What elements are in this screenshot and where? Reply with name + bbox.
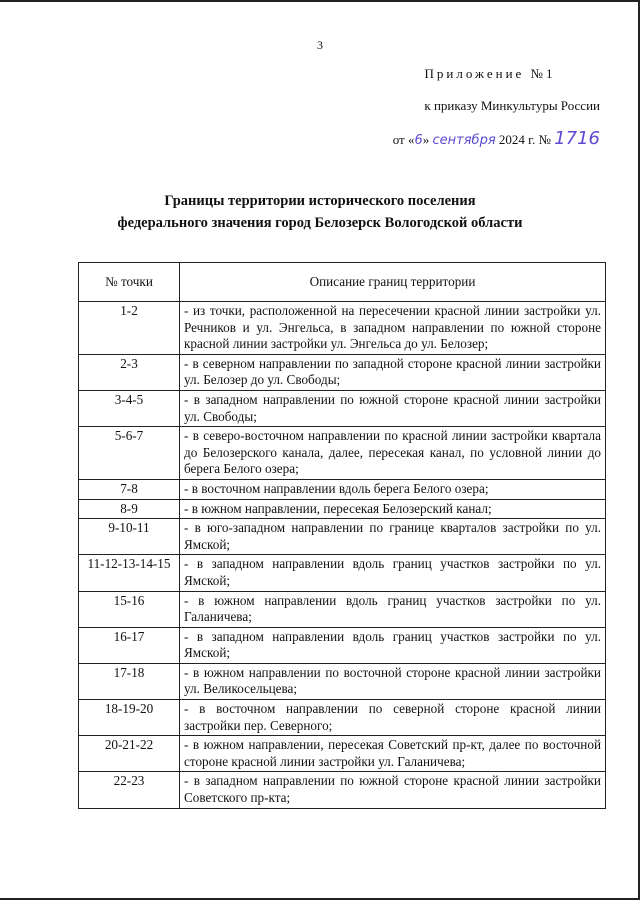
boundary-description-cell: - из точки, расположенной на пересечении красной линии застройки ул. Речников и ул. Энгельса, в западном направлении по южной стороне красной линии застройки ул. Энгельса до ул. Белозер; (180, 302, 606, 355)
document-title-line: Границы территории исторического поселения (164, 193, 476, 209)
table-row (79, 591, 606, 627)
table-row (79, 663, 606, 699)
point-number-cell: 9-10-11 (79, 519, 180, 555)
boundary-description-cell: - в южном направлении по восточной стороне красной линии застройки ул. Великосельцева; (180, 663, 606, 699)
boundary-table (78, 262, 606, 809)
point-number-cell: 22-23 (79, 772, 180, 808)
table-row (79, 627, 606, 663)
point-number-cell: 16-17 (79, 627, 180, 663)
date-mid: » (422, 132, 430, 147)
number-label: № (538, 132, 551, 147)
table-row (79, 499, 606, 519)
point-number-cell: 18-19-20 (79, 700, 180, 736)
header-description: Описание границ территории (180, 263, 606, 302)
handwritten-day: 6 (414, 133, 423, 148)
appendix-order-line: к приказу Минкультуры России (424, 98, 600, 113)
page-number: 3 (317, 38, 323, 52)
point-number-cell: 7-8 (79, 479, 180, 499)
boundary-description-cell: - в восточном направлении вдоль берега Белого озера; (180, 479, 606, 499)
boundary-description-cell: - в северо-восточном направлении по красной линии застройки квартала до Белозерского канала, далее, пересекая канал, по условной линии до берега Белого озера; (180, 427, 606, 480)
point-number-cell: 20-21-22 (79, 736, 180, 772)
point-number-cell: 17-18 (79, 663, 180, 699)
table-row (79, 390, 606, 426)
boundary-description-cell: - в южном направлении вдоль границ участков застройки по ул. Галаничева; (180, 591, 606, 627)
boundary-description-cell: - в западном направлении по южной стороне красной линии застройки ул. Свободы; (180, 390, 606, 426)
table-row (79, 302, 606, 355)
table-row (79, 519, 606, 555)
point-number-cell: 8-9 (79, 499, 180, 519)
table-row (79, 736, 606, 772)
boundary-description-cell: - в северном направлении по западной стороне красной линии застройки ул. Белозер до ул. Свободы; (180, 354, 606, 390)
boundary-description-cell: - в южном направлении, пересекая Советский пр-кт, далее по восточной стороне красной линии застройки ул. Галаничева; (180, 736, 606, 772)
table-row (79, 479, 606, 499)
table-row (79, 354, 606, 390)
scan-edge-top (0, 0, 640, 2)
document-title-line: федерального значения город Белозерск Вологодской области (117, 215, 523, 231)
point-number-cell: 1-2 (79, 302, 180, 355)
table-row (79, 427, 606, 480)
boundary-description-cell: - в западном направлении по южной стороне красной линии застройки Советского пр-кта; (180, 772, 606, 808)
table-row (79, 555, 606, 591)
appendix-block (380, 66, 600, 149)
handwritten-order-number: 1716 (554, 128, 600, 149)
header-point-number: № точки (79, 263, 180, 302)
date-year: 2024 г. (498, 132, 536, 147)
table-row (79, 700, 606, 736)
boundary-description-cell: - в западном направлении вдоль границ участков застройки по ул. Ямской; (180, 627, 606, 663)
table-header-row (79, 263, 606, 302)
table-row (79, 772, 606, 808)
table-body (79, 302, 606, 809)
appendix-date-line (380, 128, 600, 149)
boundary-description-cell: - в южном направлении, пересекая Белозерский канал; (180, 499, 606, 519)
point-number-cell: 5-6-7 (79, 427, 180, 480)
boundary-description-cell: - в восточном направлении по северной стороне красной линии застройки пер. Северного; (180, 700, 606, 736)
boundary-description-cell: - в западном направлении вдоль границ участков застройки по ул. Ямской; (180, 555, 606, 591)
point-number-cell: 15-16 (79, 591, 180, 627)
date-prefix: от « (392, 132, 415, 147)
document-title (0, 190, 640, 234)
point-number-cell: 11-12-13-14-15 (79, 555, 180, 591)
point-number-cell: 2-3 (79, 354, 180, 390)
handwritten-month: сентября (432, 133, 496, 148)
point-number-cell: 3-4-5 (79, 390, 180, 426)
appendix-title: Приложение №1 (424, 66, 556, 81)
boundary-description-cell: - в юго-западном направлении по границе кварталов застройки по ул. Ямской; (180, 519, 606, 555)
